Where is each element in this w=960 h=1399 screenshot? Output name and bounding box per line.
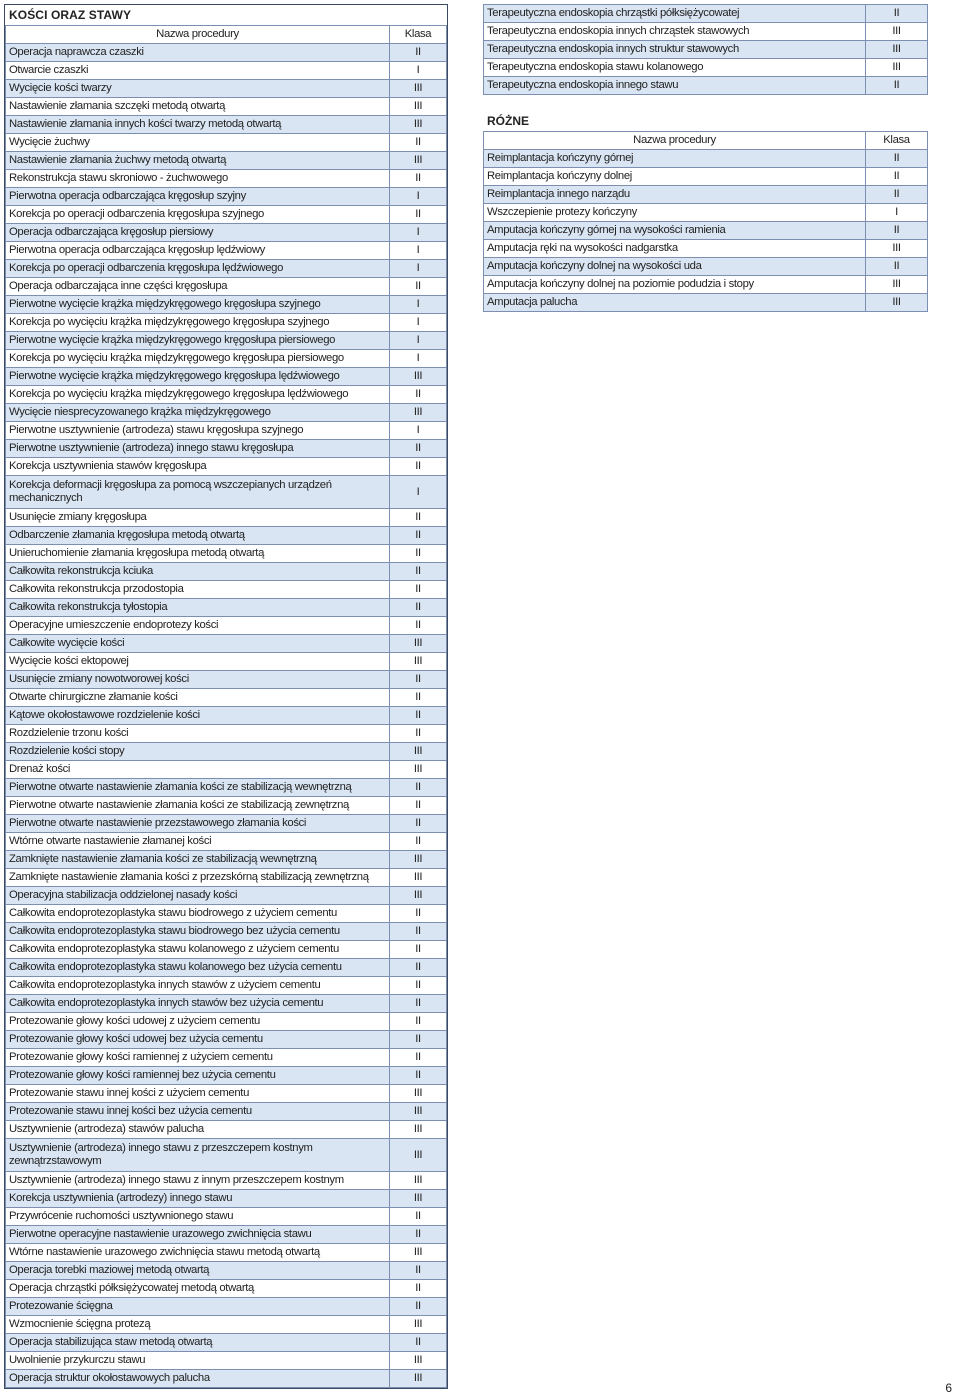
- procedure-class-cell: II: [390, 44, 447, 62]
- table-row: [6, 527, 447, 545]
- procedure-class-cell: II: [390, 1226, 447, 1244]
- procedure-class-cell: III: [390, 1352, 447, 1370]
- table-row: [6, 1334, 447, 1352]
- procedure-class-cell: III: [866, 240, 928, 258]
- procedure-class-cell: II: [390, 581, 447, 599]
- procedure-name-cell: Operacja stabilizująca staw metodą otwartą: [6, 1334, 390, 1352]
- procedure-name-cell: Wycięcie kości ektopowej: [6, 653, 390, 671]
- procedure-class-cell: III: [390, 116, 447, 134]
- procedure-name-cell: Pierwotne wycięcie krążka międzykręgowego kręgosłupa lędźwiowego: [6, 368, 390, 386]
- table-row: [6, 440, 447, 458]
- table-row: [6, 422, 447, 440]
- procedure-class-cell: II: [390, 563, 447, 581]
- procedure-class-cell: II: [390, 134, 447, 152]
- bones-joints-table: [5, 25, 447, 1388]
- procedure-name-cell: Całkowite wycięcie kości: [6, 635, 390, 653]
- procedure-name-cell: Protezowanie stawu innej kości bez użycia cementu: [6, 1103, 390, 1121]
- table-row: [6, 941, 447, 959]
- procedure-name-cell: Korekcja deformacji kręgosłupa za pomocą wszczepianych urządzeń mechanicznych: [6, 476, 390, 509]
- table-row: [484, 5, 928, 23]
- procedure-name-cell: Pierwotne otwarte nastawienie złamania kości ze stabilizacją wewnętrzną: [6, 779, 390, 797]
- procedure-name-cell: Usztywnienie (artrodeza) innego stawu z przeszczepem kostnym zewnątrzstawowym: [6, 1139, 390, 1172]
- procedure-name-cell: Całkowita endoprotezoplastyka innych stawów bez użycia cementu: [6, 995, 390, 1013]
- procedure-class-cell: II: [390, 599, 447, 617]
- procedure-name-cell: Całkowita endoprotezoplastyka stawu biodrowego bez użycia cementu: [6, 923, 390, 941]
- section-title: KOŚCI ORAZ STAWY: [9, 8, 132, 22]
- table-row: [6, 224, 447, 242]
- procedure-class-cell: I: [390, 332, 447, 350]
- procedure-class-cell: II: [390, 707, 447, 725]
- procedure-class-cell: III: [390, 152, 447, 170]
- procedure-name-cell: Protezowanie ścięgna: [6, 1298, 390, 1316]
- procedure-name-cell: Terapeutyczna endoskopia innych struktur stawowych: [484, 41, 866, 59]
- table-row: [6, 635, 447, 653]
- procedure-class-cell: II: [390, 815, 447, 833]
- procedure-name-cell: Otwarcie czaszki: [6, 62, 390, 80]
- procedure-name-cell: Uwolnienie przykurczu stawu: [6, 1352, 390, 1370]
- procedure-name-cell: Drenaż kości: [6, 761, 390, 779]
- table-row: [6, 296, 447, 314]
- procedure-class-cell: II: [390, 1298, 447, 1316]
- procedure-name-cell: Terapeutyczna endoskopia stawu kolanowego: [484, 59, 866, 77]
- procedure-name-cell: Pierwotna operacja odbarczająca kręgosłup lędźwiowy: [6, 242, 390, 260]
- procedure-class-cell: II: [390, 278, 447, 296]
- table-row: [6, 707, 447, 725]
- table-row: [6, 188, 447, 206]
- procedure-name-cell: Pierwotne operacyjne nastawienie urazowego zwichnięcia stawu: [6, 1226, 390, 1244]
- procedure-name-cell: Korekcja po wycięciu krążka międzykręgowego kręgosłupa szyjnego: [6, 314, 390, 332]
- procedure-name-cell: Zamknięte nastawienie złamania kości ze stabilizacją wewnętrzną: [6, 851, 390, 869]
- procedure-name-cell: Operacyjna stabilizacja oddzielonej nasady kości: [6, 887, 390, 905]
- procedure-name-cell: Amputacja palucha: [484, 294, 866, 312]
- table-row: [484, 294, 928, 312]
- procedure-class-cell: II: [390, 833, 447, 851]
- procedure-class-cell: II: [390, 1049, 447, 1067]
- procedure-name-cell: Wszczepienie protezy kończyny: [484, 204, 866, 222]
- procedure-name-cell: Nastawienie złamania żuchwy metodą otwartą: [6, 152, 390, 170]
- procedure-name-cell: Operacja torebki maziowej metodą otwartą: [6, 1262, 390, 1280]
- right-column: [483, 4, 928, 312]
- procedure-name-cell: Operacja struktur okołostawowych palucha: [6, 1370, 390, 1388]
- procedure-class-cell: II: [390, 386, 447, 404]
- procedure-class-cell: III: [390, 653, 447, 671]
- header-class: Klasa: [866, 132, 928, 150]
- procedure-name-cell: Reimplantacja kończyny górnej: [484, 150, 866, 168]
- table-row: [484, 23, 928, 41]
- table-row: [484, 186, 928, 204]
- procedure-class-cell: II: [866, 222, 928, 240]
- procedure-class-cell: II: [390, 959, 447, 977]
- procedure-class-cell: II: [390, 1262, 447, 1280]
- procedure-class-cell: I: [390, 224, 447, 242]
- procedure-name-cell: Amputacja ręki na wysokości nadgarstka: [484, 240, 866, 258]
- table-row: [6, 1352, 447, 1370]
- procedure-name-cell: Protezowanie głowy kości ramiennej z użyciem cementu: [6, 1049, 390, 1067]
- table-row: [6, 1139, 447, 1172]
- procedure-name-cell: Wzmocnienie ścięgna protezą: [6, 1316, 390, 1334]
- procedure-name-cell: Rozdzielenie kości stopy: [6, 743, 390, 761]
- table-row: [6, 851, 447, 869]
- procedure-class-cell: III: [866, 276, 928, 294]
- procedure-name-cell: Otwarte chirurgiczne złamanie kości: [6, 689, 390, 707]
- procedure-class-cell: II: [390, 440, 447, 458]
- table-row: [6, 761, 447, 779]
- procedure-name-cell: Wycięcie żuchwy: [6, 134, 390, 152]
- procedure-name-cell: Usunięcie zmiany nowotworowej kości: [6, 671, 390, 689]
- table-row: [6, 242, 447, 260]
- table-row: [6, 260, 447, 278]
- procedure-name-cell: Amputacja kończyny dolnej na wysokości uda: [484, 258, 866, 276]
- procedure-class-cell: III: [390, 635, 447, 653]
- procedure-class-cell: I: [390, 260, 447, 278]
- procedure-name-cell: Usztywnienie (artrodeza) innego stawu z innym przeszczepem kostnym: [6, 1172, 390, 1190]
- table-row: [6, 653, 447, 671]
- procedure-class-cell: I: [390, 188, 447, 206]
- procedure-class-cell: I: [390, 62, 447, 80]
- procedure-class-cell: II: [390, 1280, 447, 1298]
- table-row: [6, 1031, 447, 1049]
- procedure-class-cell: I: [390, 242, 447, 260]
- table-row: [6, 581, 447, 599]
- table-row: [6, 1085, 447, 1103]
- procedure-name-cell: Nastawienie złamania innych kości twarzy metodą otwartą: [6, 116, 390, 134]
- procedure-name-cell: Odbarczenie złamania kręgosłupa metodą otwartą: [6, 527, 390, 545]
- table-row: [6, 959, 447, 977]
- procedure-name-cell: Protezowanie głowy kości udowej z użyciem cementu: [6, 1013, 390, 1031]
- table-row: [6, 689, 447, 707]
- procedure-name-cell: Całkowita rekonstrukcja przodostopia: [6, 581, 390, 599]
- procedure-class-cell: II: [866, 150, 928, 168]
- misc-rows: [484, 150, 928, 312]
- procedure-class-cell: III: [866, 294, 928, 312]
- table-row: [6, 545, 447, 563]
- procedure-name-cell: Zamknięte nastawienie złamania kości z przezskórną stabilizacją zewnętrzną: [6, 869, 390, 887]
- header-procedure-name: Nazwa procedury: [6, 26, 390, 44]
- procedure-class-cell: III: [390, 1121, 447, 1139]
- page-number: 6: [945, 1381, 952, 1395]
- procedure-name-cell: Całkowita endoprotezoplastyka stawu kolanowego bez użycia cementu: [6, 959, 390, 977]
- misc-table: [483, 131, 928, 312]
- procedure-class-cell: II: [390, 977, 447, 995]
- procedure-name-cell: Całkowita endoprotezoplastyka innych stawów z użyciem cementu: [6, 977, 390, 995]
- table-row: [6, 44, 447, 62]
- procedure-class-cell: III: [390, 869, 447, 887]
- procedure-class-cell: III: [390, 743, 447, 761]
- procedure-class-cell: II: [390, 545, 447, 563]
- procedure-name-cell: Pierwotne usztywnienie (artrodeza) innego stawu kręgosłupa: [6, 440, 390, 458]
- procedure-name-cell: Całkowita endoprotezoplastyka stawu biodrowego z użyciem cementu: [6, 905, 390, 923]
- procedure-name-cell: Terapeutyczna endoskopia chrząstki półksiężycowatej: [484, 5, 866, 23]
- procedure-class-cell: I: [390, 422, 447, 440]
- procedure-class-cell: II: [390, 671, 447, 689]
- table-row: [6, 1226, 447, 1244]
- table-row: [6, 725, 447, 743]
- procedure-class-cell: III: [390, 887, 447, 905]
- table-row: [6, 869, 447, 887]
- procedure-class-cell: III: [390, 1085, 447, 1103]
- table-row: [6, 815, 447, 833]
- procedure-name-cell: Kątowe okołostawowe rozdzielenie kości: [6, 707, 390, 725]
- procedure-class-cell: III: [866, 41, 928, 59]
- procedure-name-cell: Amputacja kończyny dolnej na poziomie podudzia i stopy: [484, 276, 866, 294]
- table-row: [6, 152, 447, 170]
- procedure-name-cell: Protezowanie głowy kości udowej bez użycia cementu: [6, 1031, 390, 1049]
- endoscopy-rows: [484, 5, 928, 95]
- table-row: [484, 240, 928, 258]
- table-row: [6, 887, 447, 905]
- header-procedure-name: Nazwa procedury: [484, 132, 866, 150]
- procedure-name-cell: Całkowita rekonstrukcja tyłostopia: [6, 599, 390, 617]
- table-row: [6, 563, 447, 581]
- procedure-name-cell: Rekonstrukcja stawu skroniowo - żuchwowego: [6, 170, 390, 188]
- table-row: [6, 1208, 447, 1226]
- procedure-name-cell: Nastawienie złamania szczęki metodą otwartą: [6, 98, 390, 116]
- procedure-name-cell: Rozdzielenie trzonu kości: [6, 725, 390, 743]
- procedure-name-cell: Pierwotne usztywnienie (artrodeza) stawu kręgosłupa szyjnego: [6, 422, 390, 440]
- table-row: [6, 80, 447, 98]
- table-row: [484, 77, 928, 95]
- procedure-class-cell: II: [390, 905, 447, 923]
- procedure-name-cell: Pierwotne wycięcie krążka międzykręgowego kręgosłupa szyjnego: [6, 296, 390, 314]
- table-row: [484, 150, 928, 168]
- procedure-name-cell: Unieruchomienie złamania kręgosłupa metodą otwartą: [6, 545, 390, 563]
- table-row: [6, 599, 447, 617]
- procedure-name-cell: Wycięcie kości twarzy: [6, 80, 390, 98]
- procedure-class-cell: III: [866, 23, 928, 41]
- procedure-name-cell: Pierwotne wycięcie krążka międzykręgowego kręgosłupa piersiowego: [6, 332, 390, 350]
- procedure-class-cell: II: [390, 941, 447, 959]
- procedure-name-cell: Operacja odbarczająca kręgosłup piersiowy: [6, 224, 390, 242]
- table-row: [6, 1121, 447, 1139]
- procedure-class-cell: II: [390, 689, 447, 707]
- table-row: [6, 1190, 447, 1208]
- procedure-class-cell: II: [390, 206, 447, 224]
- table-row: [6, 1172, 447, 1190]
- procedure-class-cell: I: [866, 204, 928, 222]
- procedure-class-cell: II: [390, 779, 447, 797]
- table-row: [6, 476, 447, 509]
- procedure-name-cell: Operacja naprawcza czaszki: [6, 44, 390, 62]
- procedure-class-cell: III: [390, 761, 447, 779]
- table-row: [484, 222, 928, 240]
- table-row: [6, 170, 447, 188]
- procedure-name-cell: Protezowanie stawu innej kości z użyciem cementu: [6, 1085, 390, 1103]
- procedure-name-cell: Operacja odbarczająca inne części kręgosłupa: [6, 278, 390, 296]
- procedure-class-cell: II: [390, 1334, 447, 1352]
- table-row: [6, 905, 447, 923]
- table-row: [6, 98, 447, 116]
- table-row: [6, 1244, 447, 1262]
- procedure-class-cell: III: [390, 1103, 447, 1121]
- table-row: [6, 1067, 447, 1085]
- bones-joints-rows: [6, 44, 447, 1388]
- procedure-name-cell: Korekcja po operacji odbarczenia kręgosłupa lędźwiowego: [6, 260, 390, 278]
- procedure-class-cell: III: [390, 1244, 447, 1262]
- section-title-misc: RÓŻNE: [487, 114, 529, 128]
- procedure-name-cell: Usztywnienie (artrodeza) stawów palucha: [6, 1121, 390, 1139]
- procedure-name-cell: Całkowita endoprotezoplastyka stawu kolanowego z użyciem cementu: [6, 941, 390, 959]
- procedure-class-cell: II: [390, 1208, 447, 1226]
- procedure-class-cell: I: [390, 350, 447, 368]
- table-row: [6, 386, 447, 404]
- procedure-class-cell: II: [390, 1067, 447, 1085]
- procedure-class-cell: II: [866, 5, 928, 23]
- table-row: [484, 276, 928, 294]
- table-row: [6, 404, 447, 422]
- procedure-name-cell: Wycięcie niesprecyzowanego krążka międzykręgowego: [6, 404, 390, 422]
- procedure-class-cell: III: [390, 80, 447, 98]
- procedure-name-cell: Pierwotna operacja odbarczająca kręgosłup szyjny: [6, 188, 390, 206]
- procedure-name-cell: Pierwotne otwarte nastawienie złamania kości ze stabilizacją zewnętrzną: [6, 797, 390, 815]
- table-row: [6, 116, 447, 134]
- procedure-name-cell: Korekcja po operacji odbarczenia kręgosłupa szyjnego: [6, 206, 390, 224]
- table-row: [6, 350, 447, 368]
- table-row: [6, 62, 447, 80]
- table-row: [6, 779, 447, 797]
- procedure-class-cell: I: [390, 476, 447, 509]
- procedure-name-cell: Terapeutyczna endoskopia innego stawu: [484, 77, 866, 95]
- table-row: [484, 204, 928, 222]
- procedure-name-cell: Operacja chrząstki półksiężycowatej metodą otwartą: [6, 1280, 390, 1298]
- procedure-class-cell: II: [390, 1013, 447, 1031]
- procedure-class-cell: II: [390, 995, 447, 1013]
- procedure-class-cell: II: [390, 725, 447, 743]
- table-row: [6, 797, 447, 815]
- table-header-row: [6, 26, 447, 44]
- bones-joints-section: [4, 4, 448, 1389]
- procedure-name-cell: Amputacja kończyny górnej na wysokości ramienia: [484, 222, 866, 240]
- procedure-name-cell: Wtórne otwarte nastawienie złamanej kości: [6, 833, 390, 851]
- procedure-class-cell: III: [866, 59, 928, 77]
- procedure-class-cell: III: [390, 368, 447, 386]
- procedure-class-cell: I: [390, 314, 447, 332]
- header-class: Klasa: [390, 26, 447, 44]
- table-row: [6, 1262, 447, 1280]
- procedure-class-cell: III: [390, 98, 447, 116]
- procedure-name-cell: Reimplantacja kończyny dolnej: [484, 168, 866, 186]
- procedure-name-cell: Całkowita rekonstrukcja kciuka: [6, 563, 390, 581]
- table-row: [6, 1013, 447, 1031]
- procedure-class-cell: II: [390, 797, 447, 815]
- procedure-class-cell: II: [390, 1031, 447, 1049]
- procedure-class-cell: III: [390, 1172, 447, 1190]
- procedure-name-cell: Operacyjne umieszczenie endoprotezy kości: [6, 617, 390, 635]
- table-row: [6, 743, 447, 761]
- table-row: [6, 368, 447, 386]
- table-row: [6, 332, 447, 350]
- procedure-class-cell: III: [390, 404, 447, 422]
- procedure-class-cell: III: [390, 1316, 447, 1334]
- procedure-class-cell: III: [390, 1190, 447, 1208]
- table-row: [6, 923, 447, 941]
- procedure-name-cell: Korekcja usztywnienia stawów kręgosłupa: [6, 458, 390, 476]
- procedure-class-cell: III: [390, 1139, 447, 1172]
- procedure-name-cell: Usunięcie zmiany kręgosłupa: [6, 509, 390, 527]
- procedure-name-cell: Terapeutyczna endoskopia innych chrząstek stawowych: [484, 23, 866, 41]
- table-row: [6, 617, 447, 635]
- table-row: [6, 509, 447, 527]
- procedure-class-cell: II: [390, 527, 447, 545]
- procedure-class-cell: II: [390, 923, 447, 941]
- table-row: [6, 1298, 447, 1316]
- table-row: [6, 671, 447, 689]
- procedure-name-cell: Korekcja po wycięciu krążka międzykręgowego kręgosłupa piersiowego: [6, 350, 390, 368]
- procedure-class-cell: I: [390, 296, 447, 314]
- procedure-class-cell: II: [866, 168, 928, 186]
- table-row: [484, 258, 928, 276]
- procedure-class-cell: II: [866, 77, 928, 95]
- table-row: [6, 1316, 447, 1334]
- procedure-class-cell: II: [390, 617, 447, 635]
- table-row: [484, 59, 928, 77]
- procedure-name-cell: Korekcja usztywnienia (artrodezy) innego stawu: [6, 1190, 390, 1208]
- table-row: [6, 1370, 447, 1388]
- procedure-name-cell: Wtórne nastawienie urazowego zwichnięcia stawu metodą otwartą: [6, 1244, 390, 1262]
- table-row: [6, 1049, 447, 1067]
- table-row: [6, 995, 447, 1013]
- table-row: [6, 833, 447, 851]
- table-row: [484, 168, 928, 186]
- procedure-name-cell: Przywrócenie ruchomości usztywnionego stawu: [6, 1208, 390, 1226]
- procedure-class-cell: II: [390, 458, 447, 476]
- procedure-class-cell: II: [866, 258, 928, 276]
- procedure-class-cell: II: [390, 170, 447, 188]
- table-row: [6, 278, 447, 296]
- table-row: [6, 1280, 447, 1298]
- table-row: [6, 1103, 447, 1121]
- endoscopy-table: [483, 4, 928, 95]
- procedure-class-cell: II: [390, 509, 447, 527]
- procedure-name-cell: Protezowanie głowy kości ramiennej bez użycia cementu: [6, 1067, 390, 1085]
- procedure-name-cell: Korekcja po wycięciu krążka międzykręgowego kręgosłupa lędźwiowego: [6, 386, 390, 404]
- procedure-class-cell: II: [866, 186, 928, 204]
- table-row: [6, 206, 447, 224]
- procedure-class-cell: III: [390, 851, 447, 869]
- procedure-class-cell: III: [390, 1370, 447, 1388]
- table-row: [6, 458, 447, 476]
- procedure-name-cell: Pierwotne otwarte nastawienie przezstawowego złamania kości: [6, 815, 390, 833]
- table-row: [6, 977, 447, 995]
- table-header-row: [484, 132, 928, 150]
- procedure-name-cell: Reimplantacja innego narządu: [484, 186, 866, 204]
- table-row: [6, 134, 447, 152]
- table-row: [6, 314, 447, 332]
- table-row: [484, 41, 928, 59]
